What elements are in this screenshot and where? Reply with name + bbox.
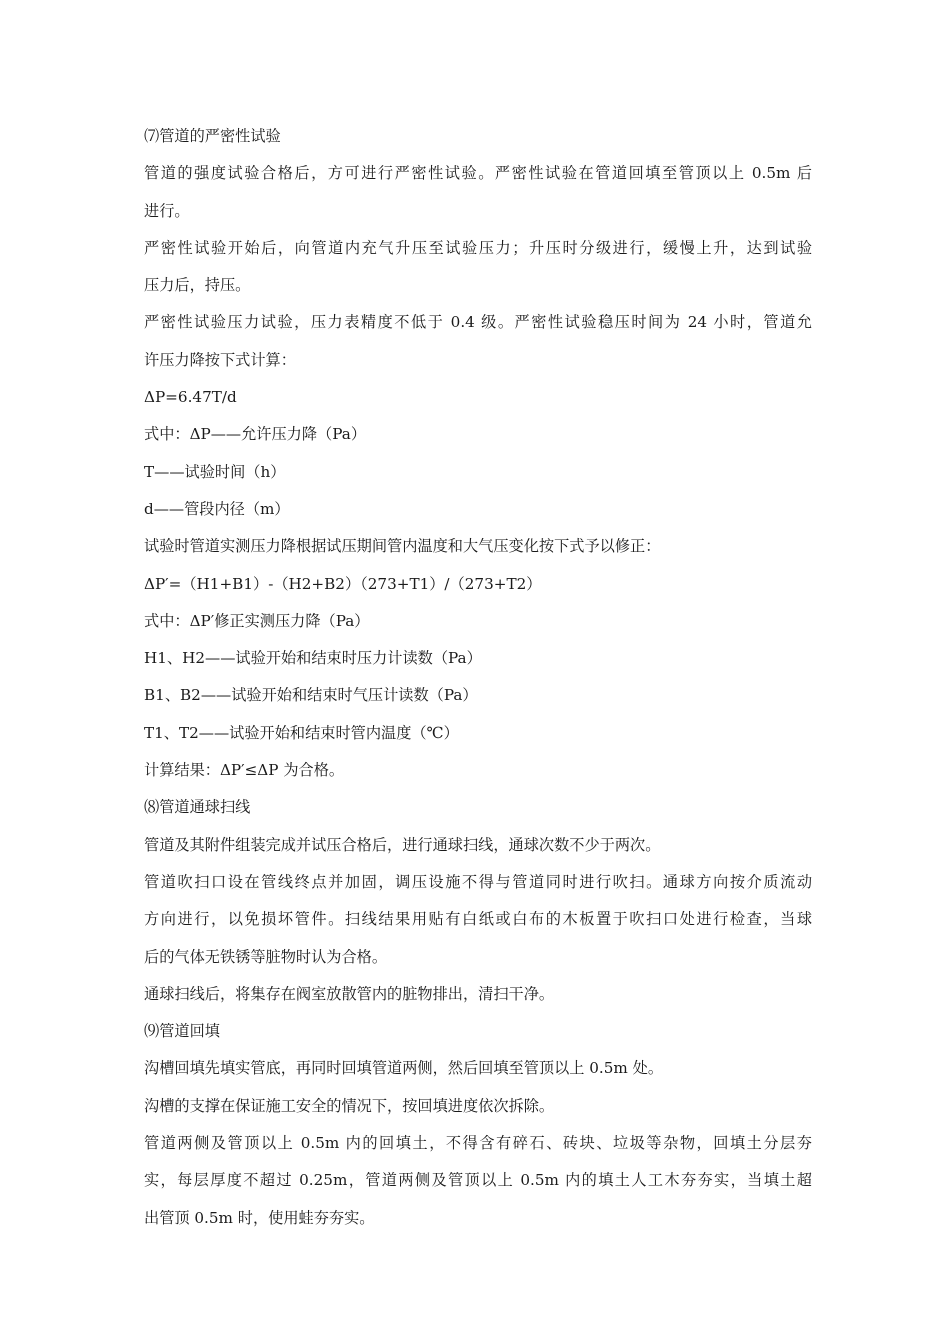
paragraph-line: 许压力降按下式计算： xyxy=(144,350,296,369)
paragraph-line: 方向进行，以免损坏管件。扫线结果用贴有白纸或白布的木板置于吹扫口处进行检查，当球 xyxy=(144,910,812,929)
paragraph-line: 试验时管道实测压力降根据试压期间管内温度和大气压变化按下式予以修正： xyxy=(144,537,661,556)
document-body xyxy=(144,118,812,1237)
formula-definition: 式中：ΔP′修正实测压力降（Pa） xyxy=(144,611,370,630)
formula-definition: 式中：ΔP——允许压力降（Pa） xyxy=(144,425,367,444)
formula-definition: H1、H2——试验开始和结束时压力计读数（Pa） xyxy=(144,649,482,668)
section-heading-8: ⑻管道通球扫线 xyxy=(144,798,251,817)
paragraph-line: 出管顶 0.5m 时，使用蛙夯夯实。 xyxy=(144,1208,375,1227)
paragraph-line: 沟槽回填先填实管底，再同时回填管道两侧，然后回填至管顶以上 0.5m 处。 xyxy=(144,1059,664,1078)
section-heading-9: ⑼管道回填 xyxy=(144,1022,220,1041)
paragraph-line: 进行。 xyxy=(144,201,190,220)
formula-definition: d——管段内径（m） xyxy=(144,499,290,518)
formula-definition: T1、T2——试验开始和结束时管内温度（℃） xyxy=(144,723,459,742)
section-heading-7: ⑺管道的严密性试验 xyxy=(144,127,281,145)
paragraph-line: 沟槽的支撑在保证施工安全的情况下，按回填进度依次拆除。 xyxy=(144,1096,555,1115)
paragraph-line: 管道吹扫口设在管线终点并加固，调压设施不得与管道同时进行吹扫。通球方向按介质流动 xyxy=(144,872,812,891)
paragraph-line: 严密性试验开始后，向管道内充气升压至试验压力；升压时分级进行，缓慢上升，达到试验 xyxy=(144,238,812,257)
formula-line: ΔP=6.47T/d xyxy=(144,388,237,407)
formula-definition: B1、B2——试验开始和结束时气压计读数（Pa） xyxy=(144,686,478,705)
paragraph-line: 管道两侧及管顶以上 0.5m 内的回填土，不得含有碎石、砖块、垃圾等杂物，回填土分层夯 xyxy=(144,1134,812,1153)
formula-definition: T——试验时间（h） xyxy=(144,462,286,481)
paragraph-line: 管道及其附件组装完成并试压合格后，进行通球扫线，通球次数不少于两次。 xyxy=(144,835,661,854)
paragraph-line: 压力后，持压。 xyxy=(144,276,251,295)
paragraph-line: 管道的强度试验合格后，方可进行严密性试验。严密性试验在管道回填至管顶以上 0.5m 后 xyxy=(144,164,812,183)
formula-line: ΔP′=（H1+B1）-（H2+B2）（273+T1）/（273+T2） xyxy=(144,574,542,593)
paragraph-line: 计算结果：ΔP′≤ΔP 为合格。 xyxy=(144,761,345,780)
paragraph-line: 通球扫线后，将集存在阀室放散管内的脏物排出，清扫干净。 xyxy=(144,984,555,1003)
paragraph-line: 实，每层厚度不超过 0.25m，管道两侧及管顶以上 0.5m 内的填土人工木夯夯实，当填土超 xyxy=(144,1171,812,1190)
paragraph-line: 严密性试验压力试验，压力表精度不低于 0.4 级。严密性试验稳压时间为 24 小时，管道允 xyxy=(144,313,812,332)
paragraph-line: 后的气体无铁锈等脏物时认为合格。 xyxy=(144,947,387,966)
